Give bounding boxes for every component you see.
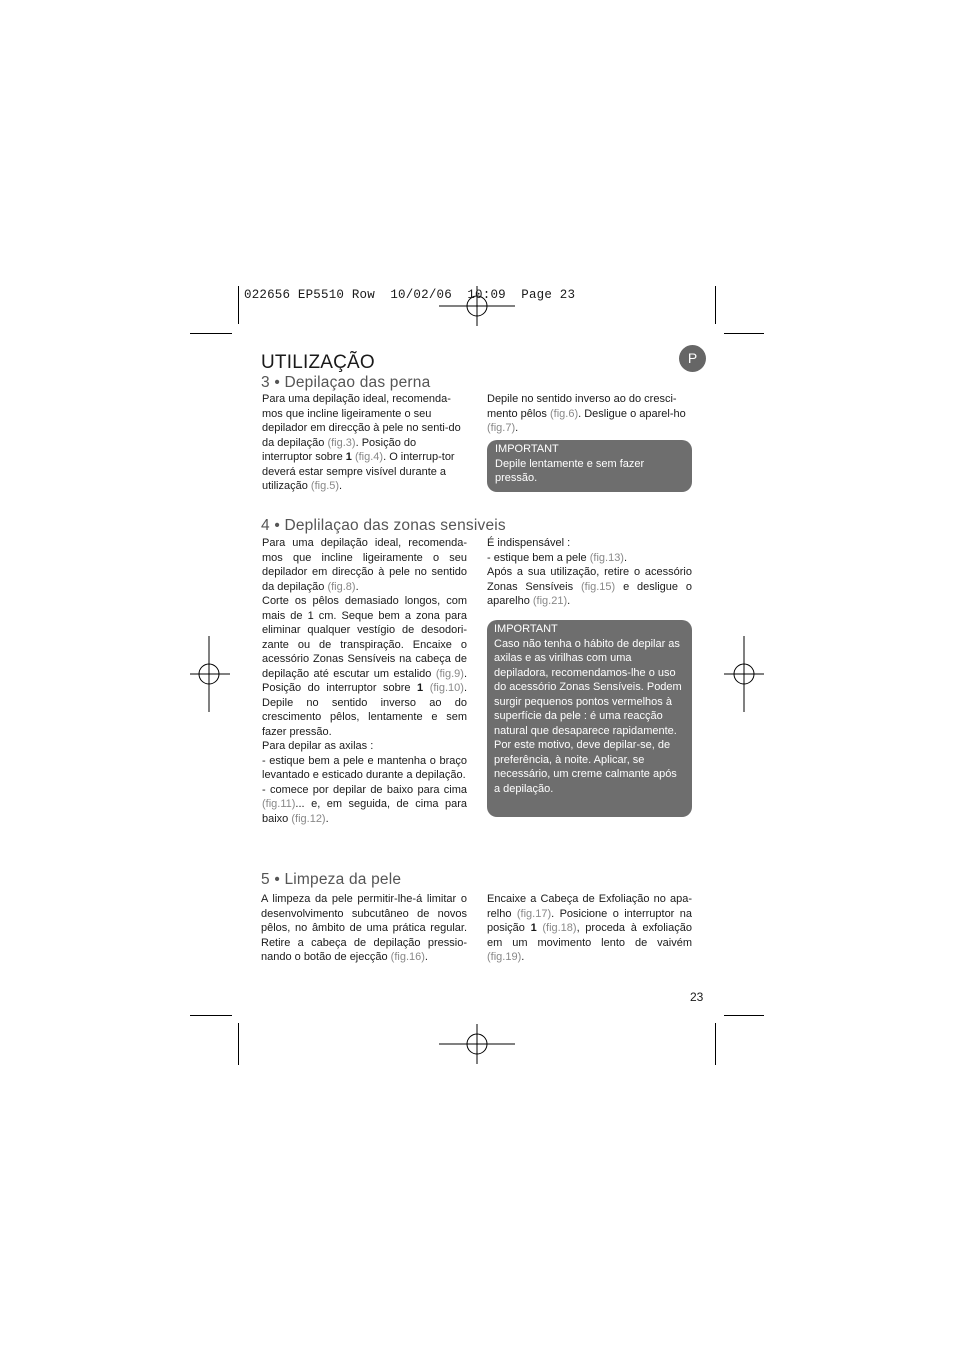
section-5-heading: 5 • Limpeza da pele	[261, 871, 402, 888]
section-3-left-text: Para uma depilação ideal, recomenda-mos que incline ligeiramente o seu depilador em direcção à pele no senti-do da depilação (fig.3). Posição do interruptor sobre 1 (fig.4). O interrup-tor deverá estar sempre visível durante a utilização (fig.5).	[262, 393, 461, 492]
page-number: 23	[690, 990, 704, 1004]
section-4-heading: 4 • Deplilaçao das zonas sensiveis	[261, 517, 506, 534]
figure-reference: (fig.17)	[516, 907, 552, 920]
section-4-important-box	[487, 620, 692, 817]
figure-reference: (fig.13)	[589, 551, 624, 564]
figure-reference: (fig.10)	[429, 682, 464, 694]
section-3-right-text: Depile no sentido inverso ao do cresci-mento pêlos (fig.6). Desligue o aparel-ho (fig.7).	[487, 393, 686, 434]
figure-reference: (fig.8)	[327, 580, 356, 593]
section-5-right-text: Encaixe a Cabeça de Exfoliação no apa-relho (fig.17). Posicione o interruptor na posição 1 (fig.18), proceda à exfoliação em um movimento lento de vaivém (fig.19).	[487, 893, 692, 963]
figure-reference: (fig.6)	[549, 407, 579, 420]
figure-reference: (fig.15)	[580, 580, 616, 593]
section-4-left-text: Para uma depilação ideal, recomenda-mos que incline ligeiramente o seu depilador em direcção à pele no sentido da depilação (fig.8). Corte os pêlos demasiado longos, com mais de 1 cm. Seque bem a zona para eliminar qualquer vestígio de desodori-zante ou de transpiração. Encaixe o acessório Zonas Sensíveis na cabeça de depilação até escutar um estalido (fig.9). Posição do interruptor sobre 1 (fig.10). Depile no sentido inverso ao do crescimento pêlos, lentamente e sem fazer pressão. Para depilar as axilas : - estique bem a pele e mantenha o braço levantado e esticado durante a depilação. - comece por depilar de baixo para cima (fig.11)... e, em seguida, de cima para baixo (fig.12).	[262, 537, 467, 825]
important-text: Caso não tenha o hábito de depilar as axilas e as virilhas com uma depiladora, recomendamos-lhe o uso do acessório Zonas Sensíveis. Podem surgir pequenos pontos vermelhos à superfície da pele : é uma reacção natural que desaparece rapidamente. Por este motivo, deve depilar-se, de preferência, à noite. Aplicar, se necessário, um creme calmante após a depilação.	[494, 637, 682, 795]
switch-position: 1	[417, 682, 424, 694]
figure-reference: (fig.18)	[542, 922, 577, 934]
figure-reference: (fig.19)	[487, 951, 522, 963]
important-text: Depile lentamente e sem fazer pressão.	[495, 457, 645, 484]
figure-reference: (fig.12)	[291, 812, 326, 825]
page-title: UTILIZAÇÃO	[261, 352, 375, 373]
section-3-important-box	[487, 440, 692, 492]
figure-reference: (fig.21)	[532, 595, 568, 607]
switch-position: 1	[345, 451, 352, 463]
figure-reference: (fig.4)	[354, 451, 384, 463]
figure-reference: (fig.5)	[310, 480, 340, 492]
figure-reference: (fig.7)	[487, 422, 516, 434]
print-slug: 022656 EP5510 Row 10/02/06 10:09 Page 23	[244, 288, 576, 302]
section-5-left-text: A limpeza da pele permitir-lhe-á limitar o desenvolvimento subcutâneo de novos pêlos, no âmbito de uma prática regular. Retire a cabeça de depilação pressio-nando o botão de ejecção (fig.16).	[261, 893, 467, 963]
important-label: IMPORTANT	[494, 623, 558, 635]
important-label: IMPORTANT	[495, 443, 559, 455]
figure-reference: (fig.9)	[435, 667, 464, 680]
figure-reference: (fig.3)	[327, 436, 356, 449]
figure-reference: (fig.16)	[390, 951, 425, 963]
switch-position: 1	[530, 922, 537, 934]
language-badge: P	[679, 345, 706, 372]
section-3-heading: 3 • Depilaçao das perna	[261, 374, 431, 391]
section-4-right-text: É indispensável : - estique bem a pele (fig.13). Após a sua utilização, retire o acessório Zonas Sensíveis (fig.15) e desligue o aparelho (fig.21).	[487, 537, 692, 607]
figure-reference: (fig.11)	[262, 798, 296, 810]
